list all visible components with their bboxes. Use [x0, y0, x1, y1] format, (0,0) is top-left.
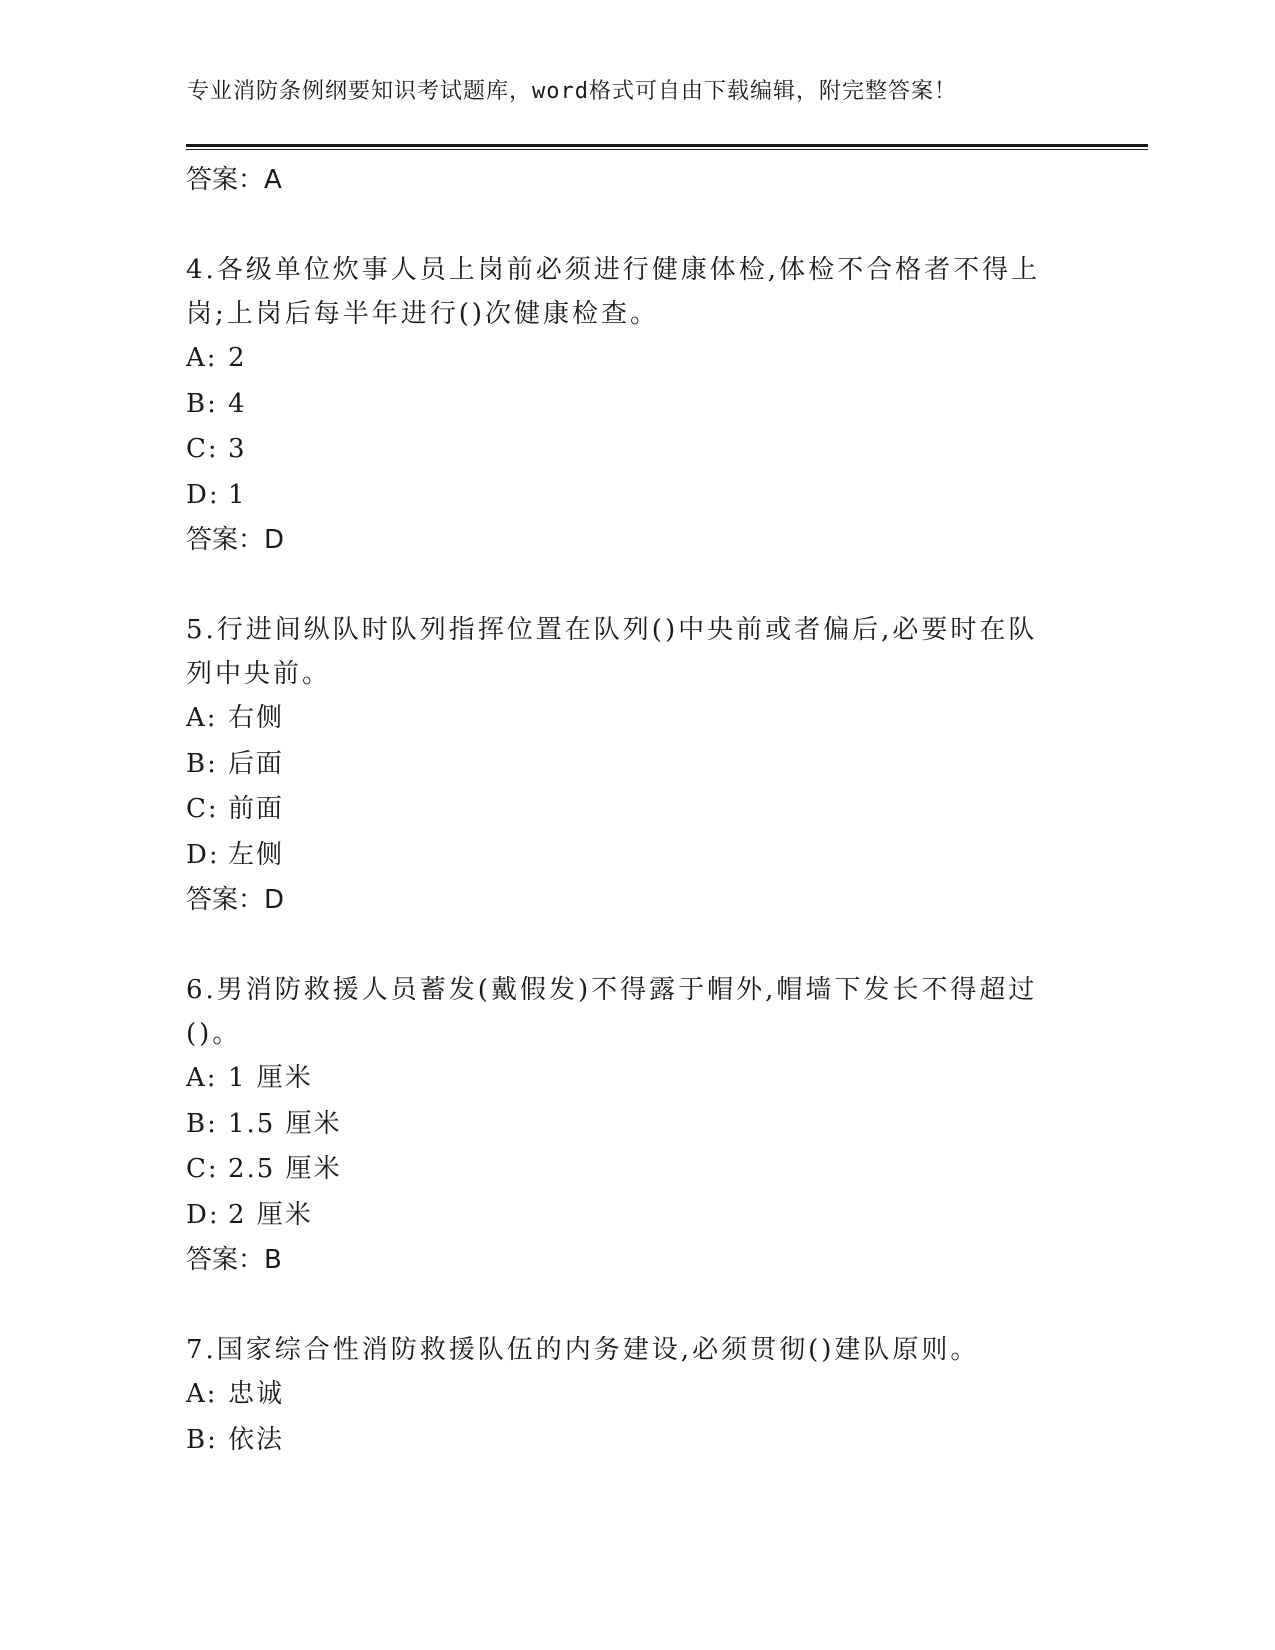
answer-line: 答案：D: [186, 525, 285, 555]
option-text: 2 厘米: [228, 1199, 313, 1230]
option-text: 右侧: [228, 703, 285, 733]
question-text: 6.男消防救援人员蓄发(戴假发)不得露于帽外,帽墙下发长不得超过()。: [186, 975, 1038, 1049]
option-text: 1 厘米: [228, 1063, 313, 1093]
option-letter: C:: [186, 434, 219, 464]
option-text: 前面: [228, 794, 285, 824]
answer-line: 答案：B: [186, 1245, 282, 1275]
page-header: 专业消防条例纲要知识考试题库，word格式可自由下载编辑，附完整答案！: [187, 79, 957, 104]
option-text: 左侧: [228, 839, 285, 870]
option-letter: D:: [186, 839, 220, 870]
option-a: [186, 696, 1066, 742]
option-b: [186, 382, 1066, 428]
option-text: 3: [228, 434, 247, 464]
option-b: [186, 1102, 1066, 1148]
option-text: 后面: [228, 748, 285, 779]
option-text: 1.5 厘米: [228, 1108, 342, 1139]
option-c: [186, 1147, 1066, 1193]
option-b: [186, 742, 1066, 788]
option-b: [186, 1418, 1066, 1464]
option-text: 1: [228, 479, 247, 510]
option-letter: D:: [186, 1199, 220, 1230]
option-letter: C:: [186, 1154, 219, 1184]
answer-line: 答案：A: [186, 165, 282, 195]
option-c: [186, 427, 1066, 473]
option-text: 依法: [228, 1424, 285, 1455]
option-a: [186, 1056, 1066, 1102]
option-letter: B:: [186, 388, 218, 419]
question-text: 4.各级单位炊事人员上岗前必须进行健康体检,体检不合格者不得上岗;上岗后每半年进行()次健康检查。: [186, 255, 1041, 329]
option-text: 2: [228, 343, 247, 373]
option-letter: B:: [186, 748, 218, 779]
option-letter: B:: [186, 1108, 218, 1139]
option-d: [186, 473, 1066, 519]
option-text: 忠诚: [228, 1379, 285, 1409]
option-letter: B:: [186, 1424, 218, 1455]
question-list: [186, 158, 1066, 1463]
option-letter: D:: [186, 479, 220, 510]
option-a: [186, 1372, 1066, 1418]
option-letter: A:: [186, 1063, 218, 1093]
header-divider: [186, 144, 1148, 150]
option-letter: A:: [186, 343, 218, 373]
option-d: [186, 1193, 1066, 1239]
option-letter: C:: [186, 794, 219, 824]
option-text: 4: [228, 388, 247, 419]
option-a: [186, 336, 1066, 382]
option-letter: A:: [186, 703, 218, 733]
question-text: 7.国家综合性消防救援队伍的内务建设,必须贯彻()建队原则。: [186, 1335, 980, 1365]
answer-line: 答案：D: [186, 885, 285, 915]
question-text: 5.行进间纵队时队列指挥位置在队列()中央前或者偏后,必要时在队列中央前。: [186, 615, 1038, 689]
option-c: [186, 787, 1066, 833]
option-d: [186, 833, 1066, 879]
option-letter: A:: [186, 1379, 218, 1409]
option-text: 2.5 厘米: [228, 1154, 342, 1184]
